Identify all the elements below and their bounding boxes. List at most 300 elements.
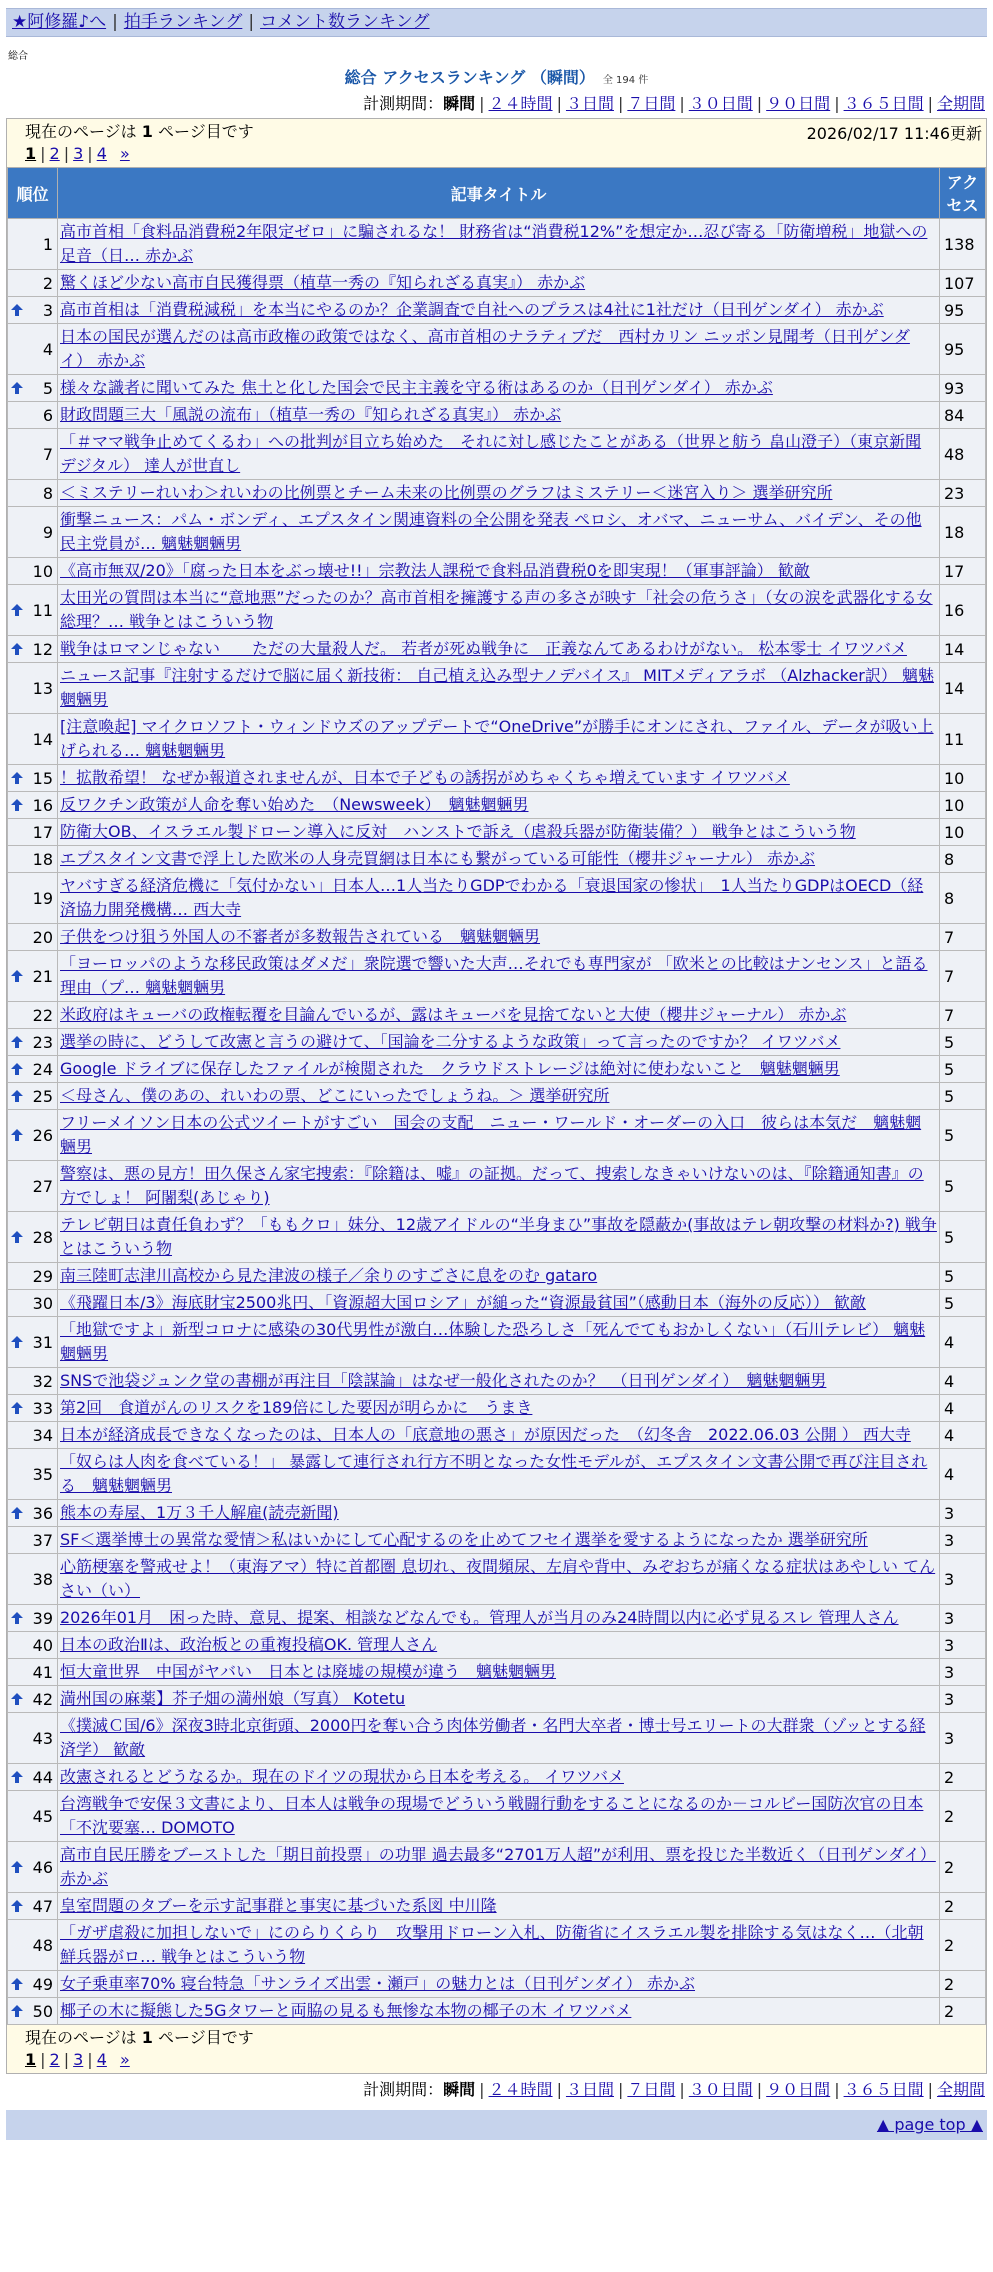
article-title-link[interactable]: 日本の国民が選んだのは高市政権の政策ではなく、高市首相のナラティブだ 西村カリン ニッポン見聞考（日刊ゲンダイ） 赤かぶ (60, 327, 910, 370)
pager-top (7, 119, 986, 167)
table-row (8, 1842, 986, 1893)
title-cell (58, 1554, 940, 1605)
period-option-5[interactable]: ９０日間 (766, 2080, 831, 2099)
article-title-link[interactable]: ニュース記事『注射するだけで脳に届く新技術： 自己植え込み型ナノデバイス』 MITメディアラボ （Alzhacker訳） 魑魅魍魎男 (60, 666, 934, 709)
rank-cell (8, 1368, 58, 1395)
table-row (8, 819, 986, 846)
table-row (8, 297, 986, 324)
page-link-2[interactable]: 2 (49, 144, 60, 163)
rank-up-arrow-icon (10, 1401, 24, 1415)
article-title-link[interactable]: 2026年01月 困った時、意見、提案、相談などなんでも。管理人が当月のみ24時間以内に必ず見るスレ 管理人さん (60, 1608, 899, 1627)
rank-number: 14 (32, 729, 53, 749)
rank-cell (8, 402, 58, 429)
rank-up-arrow-icon (10, 303, 24, 317)
title-cell (58, 1317, 940, 1368)
rank-cell (8, 480, 58, 507)
page-link-3[interactable]: 3 (73, 144, 84, 163)
table-row (8, 1998, 986, 2025)
rank-cell (8, 270, 58, 297)
page-link-3[interactable]: 3 (73, 2050, 84, 2069)
article-title-link[interactable]: 反ワクチン政策が人命を奪い始めた （Newsweek） 魑魅魍魎男 (60, 795, 529, 814)
title-cell (58, 270, 940, 297)
access-count: 5 (940, 1110, 986, 1161)
title-cell (58, 507, 940, 558)
table-row (8, 636, 986, 663)
rank-number: 34 (32, 1425, 53, 1445)
rank-cell (8, 1290, 58, 1317)
rank-number: 12 (32, 639, 53, 659)
access-count: 14 (940, 636, 986, 663)
title-column-header: 記事タイトル (58, 168, 940, 219)
period-current: 瞬間 (443, 94, 476, 113)
rank-cell (8, 663, 58, 714)
rank-number: 23 (32, 1032, 53, 1052)
access-count: 5 (940, 1290, 986, 1317)
access-count: 95 (940, 324, 986, 375)
rank-number: 40 (32, 1635, 53, 1655)
period-option-7[interactable]: 全期間 (936, 2080, 985, 2099)
article-title-link[interactable]: 選挙の時に、どうして改憲と言うの避けて、「国論を二分するような政策」って言ったのですか？ イワツバメ (60, 1032, 841, 1051)
article-title-link[interactable]: テレビ朝日は責任負わず？「ももクロ」妹分、12歳アイドルの“半身まひ”事故を隠蔽か(事故はテレ朝攻撃の材料か?) 戦争とはこういう物 (60, 1215, 937, 1258)
article-title-link[interactable]: 「＃ママ戦争止めてくるわ」への批判が目立ち始めた それに対し感じたことがある（世界と舫う 畠山澄子）（東京新聞デジタル） 達人が世直し (60, 432, 922, 475)
access-count: 3 (940, 1686, 986, 1713)
page-separator: | (40, 2050, 46, 2069)
rank-number: 37 (32, 1530, 53, 1550)
rank-cell (8, 1002, 58, 1029)
article-title-link[interactable]: ヤバすぎる経済危機に「気付かない」日本人…1人当たりGDPでわかる「衰退国家の惨状」 1人当たりGDPはOECD（経済協力開発機構… 西大寺 (60, 876, 924, 919)
page-title-row (0, 65, 993, 88)
access-count: 23 (940, 480, 986, 507)
table-row (8, 507, 986, 558)
article-title-link[interactable]: 戦争はロマンじゃない ただの大量殺人だ。 若者が死ぬ戦争に 正義なんてあるわけがない。 松本零士 イワツバメ (60, 639, 907, 658)
pager-bottom (7, 2025, 986, 2073)
article-title-link[interactable]: 「ガザ虐殺に加担しないで」にのらりくらり 攻撃用ドローン入札、防衛省にイスラエル製を排除する気はなく…（北朝鮮兵器がロ… 戦争とはこういう物 (60, 1923, 924, 1966)
rank-number: 31 (32, 1332, 53, 1352)
article-title-link[interactable]: 皇室問題のタブーを示す記事群と事実に基づいた系図 中川隆 (60, 1896, 497, 1915)
rank-cell (8, 819, 58, 846)
rank-up-arrow-icon (10, 1230, 24, 1244)
rank-number: 44 (32, 1767, 53, 1787)
article-title-link[interactable]: 《高市無双/20》「腐った日本をぶっ壊せ!!」宗教法人課税で食料品消費税0を即実現！（軍事評論） 歓敵 (60, 561, 810, 580)
title-cell (58, 1161, 940, 1212)
rank-number: 33 (32, 1398, 53, 1418)
title-cell (58, 1029, 940, 1056)
article-title-link[interactable]: ＜ミステリーれいわ＞れいわの比例票とチーム未来の比例票のグラフはミステリー＜迷宮入り＞ 選挙研究所 (60, 483, 833, 502)
rank-cell (8, 1893, 58, 1920)
access-count: 107 (940, 270, 986, 297)
nav-separator: | (248, 12, 255, 32)
rank-cell (8, 297, 58, 324)
page-links (25, 143, 968, 165)
title-cell (58, 219, 940, 270)
rank-up-arrow-icon (10, 2004, 24, 2018)
article-title-link[interactable]: Google ドライブに保存したファイルが検閲された クラウドストレージは絶対に使わないこと 魑魅魍魎男 (60, 1059, 840, 1078)
rank-up-arrow-icon (10, 1860, 24, 1874)
title-cell (58, 1998, 940, 2025)
article-title-link[interactable]: 改憲されるとどうなるか。現在のドイツの現状から日本を考える。 イワツバメ (60, 1767, 624, 1786)
rank-number: 35 (32, 1464, 53, 1484)
rank-cell (8, 1083, 58, 1110)
rank-number: 29 (32, 1266, 53, 1286)
period-current: 瞬間 (443, 2080, 476, 2099)
title-cell (58, 1263, 940, 1290)
home-link[interactable]: ★阿修羅♪へ (12, 12, 107, 32)
period-separator: | (927, 2080, 933, 2099)
title-cell (58, 429, 940, 480)
page-top-link[interactable]: ▲ page top ▲ (876, 2115, 983, 2134)
table-row (8, 1791, 986, 1842)
title-cell (58, 1212, 940, 1263)
rank-cell (8, 1449, 58, 1500)
period-option-1[interactable]: ２４時間 (488, 2080, 553, 2099)
rank-number: 43 (32, 1728, 53, 1748)
title-cell (58, 375, 940, 402)
access-count: 14 (940, 663, 986, 714)
rank-number: 19 (32, 888, 53, 908)
rank-number: 17 (32, 822, 53, 842)
article-title-link[interactable]: 熊本の寿屋、1万３千人解雇(読売新聞) (60, 1503, 339, 1522)
rank-number: 9 (42, 522, 53, 542)
category-label: 総合 (8, 51, 28, 62)
title-cell (58, 714, 940, 765)
rank-cell (8, 429, 58, 480)
rank-number: 45 (32, 1806, 53, 1826)
access-count: 2 (940, 1998, 986, 2025)
rank-cell (8, 1029, 58, 1056)
table-row (8, 846, 986, 873)
page-separator: | (87, 2050, 93, 2069)
table-row (8, 765, 986, 792)
title-cell (58, 636, 940, 663)
article-title-link[interactable]: 子供をつけ狙う外国人の不審者が多数報告されている 魑魅魍魎男 (60, 927, 541, 946)
title-cell (58, 1083, 940, 1110)
period-option-2[interactable]: ３日間 (565, 94, 614, 113)
access-count: 2 (940, 1791, 986, 1842)
rank-up-arrow-icon (10, 1128, 24, 1142)
table-row (8, 951, 986, 1002)
rank-number: 47 (32, 1896, 53, 1916)
title-cell (58, 1920, 940, 1971)
table-row (8, 1971, 986, 1998)
comment-ranking-link[interactable]: コメント数ランキング (260, 12, 430, 32)
table-row (8, 558, 986, 585)
article-title-link[interactable]: 恒大童世界 中国がヤバい 日本とは廃墟の規模が違う 魑魅魍魎男 (60, 1662, 557, 1681)
access-count: 10 (940, 765, 986, 792)
current-page-prefix: 現在のページは (25, 122, 142, 141)
next-page-link[interactable]: » (119, 144, 130, 163)
article-title-link[interactable]: 第2回 食道がんのリスクを189倍にした要因が明らかに うまき (60, 1398, 533, 1417)
period-option-7[interactable]: 全期間 (936, 94, 985, 113)
table-row (8, 1110, 986, 1161)
article-title-link[interactable]: 驚くほど少ない高市自民獲得票（植草一秀の『知られざる真実』） 赤かぶ (60, 273, 586, 292)
article-title-link[interactable]: 日本の政治Ⅱは、政治板との重複投稿OK. 管理人さん (60, 1635, 438, 1654)
rank-cell (8, 1527, 58, 1554)
article-title-link[interactable]: 「ヨーロッパのような移民政策はダメだ」衆院選で響いた大声…それでも専門家が 「欧米との比較はナンセンス」と語る理由（プ… 魑魅魍魎男 (60, 954, 928, 997)
rank-cell (8, 1842, 58, 1893)
article-title-link[interactable]: 高市自民圧勝をブーストした「期日前投票」の功罪 過去最多“2701万人超”が利用、票を投じた半数近く（日刊ゲンダイ） 赤かぶ (60, 1845, 936, 1888)
period-separator: | (556, 2080, 562, 2099)
title-cell (58, 480, 940, 507)
rank-cell (8, 765, 58, 792)
page-link-4[interactable]: 4 (96, 2050, 107, 2069)
period-option-3[interactable]: ７日間 (627, 94, 676, 113)
article-title-link[interactable]: 様々な識者に聞いてみた 焦土と化した国会で民主主義を守る術はあるのか（日刊ゲンダイ） 赤かぶ (60, 378, 773, 397)
access-count: 8 (940, 873, 986, 924)
period-separator: | (756, 2080, 763, 2099)
article-title-link[interactable]: SNSで池袋ジュンク堂の書棚が再注目「陰謀論」はなぜ一般化されたのか？ （日刊ゲンダイ） 魑魅魍魎男 (60, 1371, 827, 1390)
table-row (8, 429, 986, 480)
article-title-link[interactable]: 《飛躍日本/3》海底財宝2500兆円、「資源超大国ロシア」が縋った“資源最貧国”（感動日本（海外の反応）） 歓敵 (60, 1293, 866, 1312)
article-title-link[interactable]: 台湾戦争で安保３文書により、日本人は戦争の現場でどういう戦闘行動をすることになるのか－コルビー国防次官の日本「不沈要塞… DOMOTO (60, 1794, 924, 1837)
access-count: 7 (940, 924, 986, 951)
title-cell (58, 663, 940, 714)
table-row (8, 1632, 986, 1659)
article-title-link[interactable]: ！拡散希望！ なぜか報道されませんが、日本で子どもの誘拐がめちゃくちゃ増えています イワツバメ (60, 768, 790, 787)
rank-up-arrow-icon (10, 1611, 24, 1625)
rank-cell (8, 1971, 58, 1998)
title-cell (58, 1056, 940, 1083)
period-selector (0, 92, 993, 116)
rank-cell (8, 324, 58, 375)
rank-up-arrow-icon (10, 603, 24, 617)
rank-number: 16 (32, 795, 53, 815)
title-cell (58, 297, 940, 324)
rank-up-arrow-icon (10, 1899, 24, 1913)
article-title-link[interactable]: [注意喚起] マイクロソフト・ウィンドウズのアップデートで“OneDrive”が勝手にオンにされ、ファイル、データが吸い上げられる… 魑魅魍魎男 (60, 717, 934, 760)
rank-number: 27 (32, 1176, 53, 1196)
article-title-link[interactable]: 米政府はキューバの政権転覆を目論んでいるが、露はキューバを見捨てないと大使（櫻井ジャーナル） 赤かぶ (60, 1005, 847, 1024)
rank-cell (8, 714, 58, 765)
table-row (8, 1659, 986, 1686)
period-option-4[interactable]: ３０日間 (688, 94, 753, 113)
access-count: 18 (940, 507, 986, 558)
rank-cell (8, 1422, 58, 1449)
article-title-link[interactable]: 心筋梗塞を警戒せよ！（東海アマ）特に首都圏 息切れ、夜間頻尿、左肩や背中、みぞおちが痛くなる症状はあやしい てんさい（い） (60, 1557, 936, 1600)
article-title-link[interactable]: 《撲滅Ｃ国/6》深夜3時北京街頭、2000円を奪い合う肉体労働者・名門大卒者・博士号エリートの大群衆（ゾッとする経済学） 歓敵 (60, 1716, 926, 1759)
access-count: 5 (940, 1161, 986, 1212)
article-title-link[interactable]: 衝撃ニュース：パム・ボンディ、エプスタイン関連資料の全公開を発表 ペロシ、オバマ、ニューサム、バイデン、その他民主党員が… 魑魅魍魎男 (60, 510, 922, 553)
table-row (8, 873, 986, 924)
article-title-link[interactable]: 「奴らは人肉を食べている！」 暴露して連行され行方不明となった女性モデルが、エプスタイン文書公開で再び注目される 魑魅魍魎男 (60, 1452, 928, 1495)
period-separator: | (679, 94, 685, 113)
table-row (8, 1368, 986, 1395)
period-option-6[interactable]: ３６５日間 (843, 2080, 924, 2099)
rank-cell (8, 1659, 58, 1686)
rank-cell (8, 792, 58, 819)
title-cell (58, 1842, 940, 1893)
period-option-6[interactable]: ３６５日間 (843, 94, 924, 113)
article-title-link[interactable]: 南三陸町志津川高校から見た津波の様子／余りのすごさに息をのむ gataro (60, 1266, 598, 1285)
table-row (8, 585, 986, 636)
title-cell (58, 1971, 940, 1998)
rank-up-arrow-icon (10, 1770, 24, 1784)
title-cell (58, 1422, 940, 1449)
period-label: 計測期間： (363, 94, 444, 113)
rank-cell (8, 1920, 58, 1971)
rank-number: 42 (32, 1689, 53, 1709)
article-title-link[interactable]: エプスタイン文書で浮上した欧米の人身売買網は日本にも繋がっている可能性（櫻井ジャーナル） 赤かぶ (60, 849, 816, 868)
access-column-header: アクセス (940, 168, 986, 219)
period-separator: | (834, 94, 840, 113)
rank-cell (8, 1605, 58, 1632)
access-count: 5 (940, 1029, 986, 1056)
article-title-link[interactable]: 財政問題三大「風説の流布」（植草一秀の『知られざる真実』） 赤かぶ (60, 405, 562, 424)
title-cell (58, 765, 940, 792)
table-row (8, 1212, 986, 1263)
page-separator (111, 2050, 116, 2069)
page-separator: | (63, 144, 70, 163)
rank-cell (8, 1791, 58, 1842)
rank-up-arrow-icon (10, 381, 24, 395)
title-cell (58, 1527, 940, 1554)
access-count: 8 (940, 846, 986, 873)
period-separator: | (556, 94, 562, 113)
title-cell (58, 1791, 940, 1842)
rank-cell (8, 1395, 58, 1422)
period-separator: | (617, 94, 624, 113)
title-cell (58, 1449, 940, 1500)
current-page-suffix: ページ目です (152, 122, 254, 141)
article-title-link[interactable]: 女子乗車率70% 寝台特急「サンライズ出雲・瀬戸」の魅力とは（日刊ゲンダイ） 赤かぶ (60, 1974, 696, 1993)
table-row (8, 1920, 986, 1971)
rank-up-arrow-icon (10, 969, 24, 983)
table-row (8, 924, 986, 951)
access-count: 7 (940, 951, 986, 1002)
rank-number: 41 (32, 1662, 53, 1682)
title-cell (58, 1686, 940, 1713)
rank-cell (8, 924, 58, 951)
page-link-2[interactable]: 2 (49, 2050, 60, 2069)
period-separator: | (479, 2080, 485, 2099)
table-row (8, 1527, 986, 1554)
article-title-link[interactable]: 太田光の質問は本当に“意地悪”だったのか？高市首相を擁護する声の多さが映す「社会の危うさ」（女の涙を武器化する女総理？… 戦争とはこういう物 (60, 588, 933, 631)
access-count: 2 (940, 1971, 986, 1998)
period-option-5[interactable]: ９０日間 (766, 94, 831, 113)
article-title-link[interactable]: 高市首相は「消費税減税」を本当にやるのか？企業調査で自社へのプラスは4社に1社だけ（日刊ゲンダイ） 赤かぶ (60, 300, 884, 319)
table-row (8, 1317, 986, 1368)
rank-number: 32 (32, 1371, 53, 1391)
rank-number: 2 (42, 273, 53, 293)
access-count: 3 (940, 1632, 986, 1659)
rank-column-header: 順位 (8, 168, 58, 219)
period-separator: | (756, 94, 763, 113)
table-row (8, 1500, 986, 1527)
rank-cell (8, 375, 58, 402)
current-page-number: 1 (141, 2028, 153, 2047)
rank-number: 15 (32, 768, 53, 788)
clap-ranking-link[interactable]: 拍手ランキング (123, 12, 243, 32)
current-page-number: 1 (141, 122, 153, 141)
top-nav-bar (6, 8, 987, 37)
period-selector-bottom (0, 2078, 993, 2102)
rank-cell (8, 1998, 58, 2025)
article-title-link[interactable]: 日本が経済成長できなくなったのは、日本人の「底意地の悪さ」が原因だった （幻冬舎 2022.06.03 公開 ） 西大寺 (60, 1425, 911, 1444)
period-option-2[interactable]: ３日間 (565, 2080, 614, 2099)
article-title-link[interactable]: 椰子の木に擬態した5Gタワーと両脇の見るも無惨な本物の椰子の木 イワツバメ (60, 2001, 632, 2020)
period-option-3[interactable]: ７日間 (627, 2080, 676, 2099)
access-count: 4 (940, 1422, 986, 1449)
title-cell (58, 558, 940, 585)
ranking-panel (6, 118, 987, 2074)
rank-number: 22 (32, 1005, 53, 1025)
period-option-1[interactable]: ２４時間 (488, 94, 553, 113)
title-cell (58, 873, 940, 924)
page-link-current: 1 (25, 144, 37, 163)
access-count: 10 (940, 792, 986, 819)
title-cell (58, 1002, 940, 1029)
access-count: 93 (940, 375, 986, 402)
table-row (8, 663, 986, 714)
nav-separator: | (112, 12, 118, 32)
rank-up-arrow-icon (10, 1692, 24, 1706)
table-row (8, 1083, 986, 1110)
title-cell (58, 402, 940, 429)
article-title-link[interactable]: 防衛大OB、イスラエル製ドローン導入に反対 ハンストで訴え（虐殺兵器が防衛装備？） 戦争とはこういう物 (60, 822, 856, 841)
access-count: 2 (940, 1893, 986, 1920)
rank-cell (8, 846, 58, 873)
total-count: 全 194 件 (602, 75, 649, 86)
article-title-link[interactable]: 警察は、悪の見方！田久保さん家宅捜索：『除籍は、嘘』の証拠。だって、捜索しなきゃいけないのは、『除籍通知書』の方でしょ！ 阿闍梨(あじゃり) (60, 1164, 924, 1207)
access-count: 2 (940, 1764, 986, 1791)
rank-up-arrow-icon (10, 1062, 24, 1076)
access-count: 17 (940, 558, 986, 585)
period-separator: | (834, 2080, 840, 2099)
article-title-link[interactable]: 満州国の麻薬】芥子畑の満州娘（写真） Kotetu (60, 1689, 406, 1708)
access-count: 4 (940, 1317, 986, 1368)
rank-cell (8, 873, 58, 924)
access-count: 10 (940, 819, 986, 846)
rank-number: 21 (32, 966, 53, 986)
title-cell (58, 792, 940, 819)
title-cell (58, 1368, 940, 1395)
article-title-link[interactable]: ＜母さん、僕のあの、れいわの票、どこにいったでしょうね。＞ 選挙研究所 (60, 1086, 610, 1105)
rank-cell (8, 558, 58, 585)
rank-cell (8, 1110, 58, 1161)
ranking-table-body (8, 219, 986, 2025)
next-page-link[interactable]: » (119, 2050, 130, 2069)
page-link-4[interactable]: 4 (96, 144, 107, 163)
rank-cell (8, 219, 58, 270)
rank-cell (8, 1764, 58, 1791)
rank-cell (8, 636, 58, 663)
article-title-link[interactable]: SF＜選挙博士の異常な愛情＞私はいかにして心配するのを止めてフセイ選挙を愛するようになったか 選挙研究所 (60, 1530, 868, 1549)
current-page-prefix: 現在のページは (25, 2028, 142, 2047)
rank-up-arrow-icon (10, 771, 24, 785)
article-title-link[interactable]: 「地獄ですよ」新型コロナに感染の30代男性が激白…体験した恐ろしさ「死んでてもおかしくない」（石川テレビ） 魑魅魍魎男 (60, 1320, 926, 1363)
period-option-4[interactable]: ３０日間 (688, 2080, 753, 2099)
table-row (8, 1686, 986, 1713)
rank-number: 49 (32, 1974, 53, 1994)
title-cell (58, 1290, 940, 1317)
rank-number: 11 (32, 600, 53, 620)
table-row (8, 714, 986, 765)
article-title-link[interactable]: フリーメイソン日本の公式ツイートがすごい 国会の支配 ニュー・ワールド・オーダーの入口 彼らは本気だ 魑魅魍魎男 (60, 1113, 922, 1156)
period-separator: | (679, 2080, 685, 2099)
article-title-link[interactable]: 高市首相「食料品消費税2年限定ゼロ」に騙されるな！ 財務省は“消費税12%”を想定か…忍び寄る「防衛増税」地獄への足音（日… 赤かぶ (60, 222, 928, 265)
table-row (8, 1056, 986, 1083)
title-cell (58, 819, 940, 846)
access-count: 84 (940, 402, 986, 429)
title-cell (58, 924, 940, 951)
access-count: 3 (940, 1659, 986, 1686)
title-cell (58, 1605, 940, 1632)
rank-number: 6 (42, 405, 53, 425)
rank-up-arrow-icon (10, 1977, 24, 1991)
rank-number: 8 (42, 483, 53, 503)
access-count: 4 (940, 1368, 986, 1395)
page-separator: | (40, 144, 46, 163)
title-cell (58, 846, 940, 873)
